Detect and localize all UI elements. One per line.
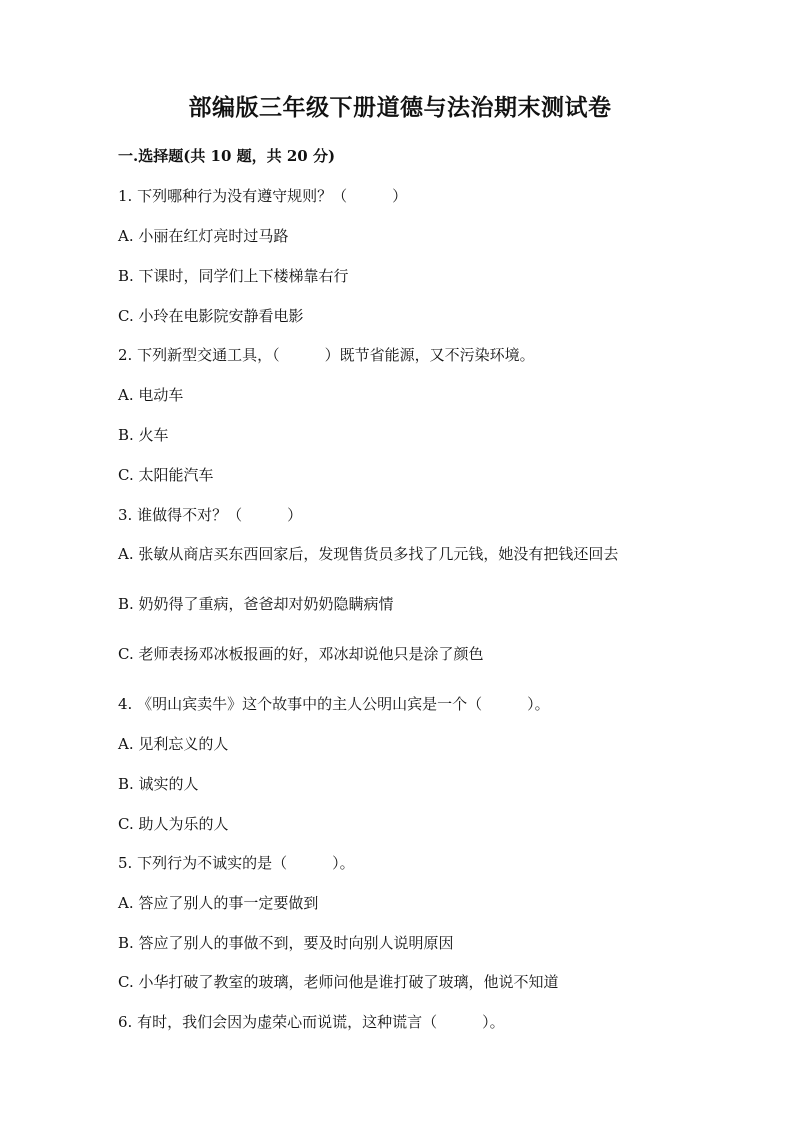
document-title: 部编版三年级下册道德与法治期末测试卷 xyxy=(188,94,612,121)
question-3-option-a: A. 张敏从商店买东西回家后，发现售货员多找了几元钱，她没有把钱还回去 xyxy=(118,545,619,563)
question-5-option-c: C. 小华打破了教室的玻璃，老师问他是谁打破了玻璃，他说不知道 xyxy=(118,973,559,991)
question-5-option-b: B. 答应了别人的事做不到，要及时向别人说明原因 xyxy=(118,934,454,952)
question-2-option-b: B. 火车 xyxy=(118,426,169,444)
question-4-option-a: A. 见利忘义的人 xyxy=(118,735,229,753)
question-1-stem: 1. 下列哪种行为没有遵守规则？（ ） xyxy=(118,187,408,205)
question-1-option-b: B. 下课时，同学们上下楼梯靠右行 xyxy=(118,267,349,285)
question-4-stem: 4. 《明山宾卖牛》这个故事中的主人公明山宾是一个（ ）。 xyxy=(118,695,550,713)
question-1-option-a: A. 小丽在红灯亮时过马路 xyxy=(118,227,289,245)
question-5-option-a: A. 答应了别人的事一定要做到 xyxy=(118,894,319,912)
question-4-option-c: C. 助人为乐的人 xyxy=(118,815,229,833)
question-2-stem: 2. 下列新型交通工具，（ ）既节省能源，又不污染环境。 xyxy=(118,346,535,364)
question-5-stem: 5. 下列行为不诚实的是（ ）。 xyxy=(118,854,355,872)
section-heading: 一.选择题(共 10 题，共 20 分) xyxy=(118,147,336,165)
question-2-option-a: A. 电动车 xyxy=(118,386,184,404)
question-3-option-b: B. 奶奶得了重病，爸爸却对奶奶隐瞒病情 xyxy=(118,595,394,613)
question-3-stem: 3. 谁做得不对？（ ） xyxy=(118,506,303,524)
question-3-option-c: C. 老师表扬邓冰板报画的好，邓冰却说他只是涂了颜色 xyxy=(118,645,484,663)
question-4-option-b: B. 诚实的人 xyxy=(118,775,199,793)
question-6-stem: 6. 有时，我们会因为虚荣心而说谎，这种谎言（ ）。 xyxy=(118,1013,505,1031)
question-2-option-c: C. 太阳能汽车 xyxy=(118,466,214,484)
question-1-option-c: C. 小玲在电影院安静看电影 xyxy=(118,307,304,325)
